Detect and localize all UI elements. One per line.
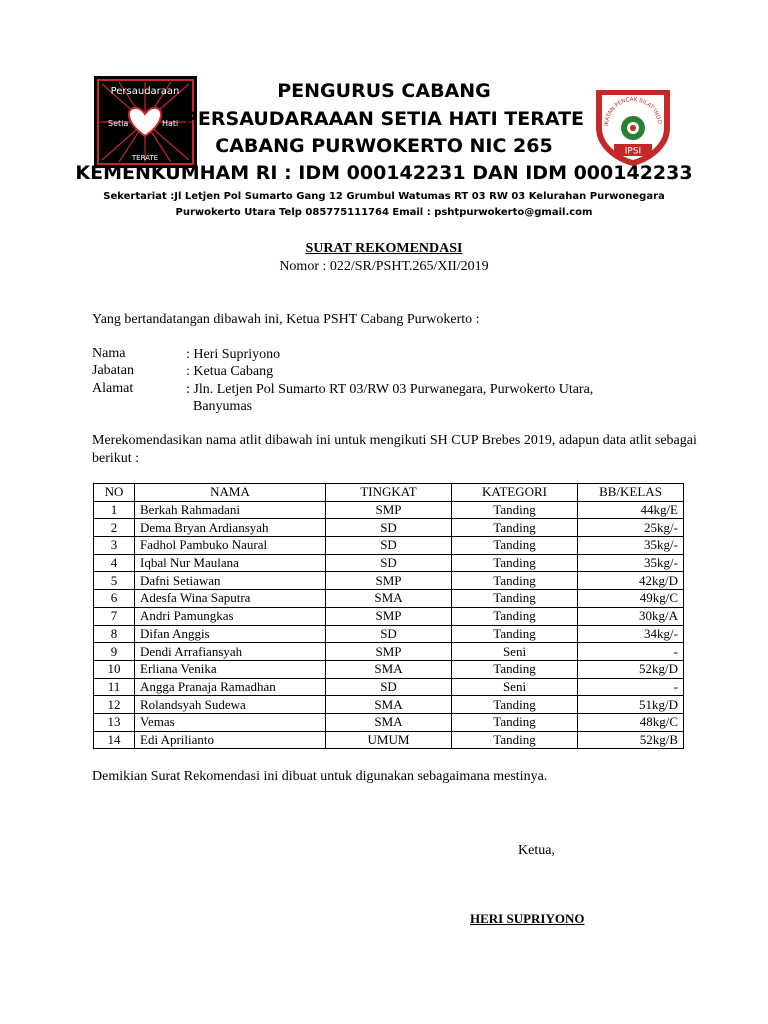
cell-nama: Angga Pranaja Ramadhan bbox=[135, 678, 326, 696]
cell-bb-kelas: - bbox=[578, 643, 684, 661]
cell-kategori: Tanding bbox=[452, 607, 578, 625]
cell-kategori: Tanding bbox=[452, 519, 578, 537]
letterhead-address-2: Purwokerto Utara Telp 085775111764 Email : pshtpurwokerto@gmail.com bbox=[175, 207, 593, 218]
cell-tingkat: UMUM bbox=[326, 731, 452, 749]
cell-nama: Andri Pamungkas bbox=[135, 607, 326, 625]
cell-kategori: Seni bbox=[452, 678, 578, 696]
field-label-jabatan: Jabatan bbox=[92, 363, 134, 378]
cell-tingkat: SMA bbox=[326, 696, 452, 714]
cell-nama: Adesfa Wina Saputra bbox=[135, 590, 326, 608]
cell-nama: Rolandsyah Sudewa bbox=[135, 696, 326, 714]
cell-bb-kelas: 34kg/- bbox=[578, 625, 684, 643]
col-header-nama: NAMA bbox=[135, 484, 326, 502]
svg-text:IPSI: IPSI bbox=[624, 146, 642, 157]
intro-paragraph: Yang bertandatangan dibawah ini, Ketua PSHT Cabang Purwokerto : bbox=[92, 312, 480, 327]
cell-bb-kelas: 30kg/A bbox=[578, 607, 684, 625]
cell-no: 6 bbox=[94, 590, 135, 608]
cell-nama: Dema Bryan Ardiansyah bbox=[135, 519, 326, 537]
field-value-nama: : Heri Supriyono bbox=[186, 347, 281, 362]
cell-no: 1 bbox=[94, 501, 135, 519]
closing-paragraph: Demikian Surat Rekomendasi ini dibuat untuk digunakan sebagaimana mestinya. bbox=[92, 769, 548, 784]
cell-tingkat: SD bbox=[326, 678, 452, 696]
svg-text:TERATE: TERATE bbox=[131, 154, 159, 162]
cell-no: 10 bbox=[94, 660, 135, 678]
col-header-tingkat: TINGKAT bbox=[326, 484, 452, 502]
letterhead-line-3: CABANG PURWOKERTO NIC 265 bbox=[215, 135, 553, 157]
cell-no: 7 bbox=[94, 607, 135, 625]
cell-bb-kelas: 42kg/D bbox=[578, 572, 684, 590]
letterhead-line-2: PERSAUDARAAAN SETIA HATI TERATE bbox=[183, 108, 585, 130]
cell-no: 13 bbox=[94, 713, 135, 731]
cell-no: 8 bbox=[94, 625, 135, 643]
letterhead-address-1: Sekertariat :Jl Letjen Pol Sumarto Gang 12 Grumbul Watumas RT 03 RW 03 Kelurahan Purwonegara bbox=[103, 191, 665, 202]
cell-no: 3 bbox=[94, 537, 135, 555]
cell-kategori: Tanding bbox=[452, 572, 578, 590]
field-value-alamat: : Jln. Letjen Pol Sumarto RT 03/RW 03 Purwanegara, Purwokerto Utara, bbox=[186, 382, 594, 397]
cell-kategori: Seni bbox=[452, 643, 578, 661]
table-row bbox=[94, 643, 684, 661]
table-row bbox=[94, 572, 684, 590]
cell-bb-kelas: 35kg/- bbox=[578, 537, 684, 555]
cell-no: 9 bbox=[94, 643, 135, 661]
field-value-jabatan: : Ketua Cabang bbox=[186, 364, 274, 379]
cell-kategori: Tanding bbox=[452, 590, 578, 608]
cell-kategori: Tanding bbox=[452, 660, 578, 678]
cell-bb-kelas: 51kg/D bbox=[578, 696, 684, 714]
cell-tingkat: SD bbox=[326, 554, 452, 572]
cell-nama: Difan Anggis bbox=[135, 625, 326, 643]
table-row bbox=[94, 607, 684, 625]
svg-text:IKATAN PENCAK SILAT INDONESIA: IKATAN PENCAK SILAT INDO bbox=[603, 96, 662, 127]
table-row bbox=[94, 696, 684, 714]
col-header-kategori: KATEGORI bbox=[452, 484, 578, 502]
cell-bb-kelas: 25kg/- bbox=[578, 519, 684, 537]
cell-kategori: Tanding bbox=[452, 625, 578, 643]
cell-no: 5 bbox=[94, 572, 135, 590]
letter-title: SURAT REKOMENDASI bbox=[305, 241, 463, 256]
body-paragraph: Merekomendasikan nama atlit dibawah ini untuk mengikuti SH CUP Brebes 2019, adapun data atlit sebagai berikut : bbox=[92, 433, 697, 466]
cell-no: 4 bbox=[94, 554, 135, 572]
cell-kategori: Tanding bbox=[452, 501, 578, 519]
cell-bb-kelas: 48kg/C bbox=[578, 713, 684, 731]
cell-no: 14 bbox=[94, 731, 135, 749]
table-row bbox=[94, 731, 684, 749]
cell-kategori: Tanding bbox=[452, 731, 578, 749]
table-row bbox=[94, 519, 684, 537]
cell-nama: Erliana Venika bbox=[135, 660, 326, 678]
table-row bbox=[94, 713, 684, 731]
col-header-no: NO bbox=[94, 484, 135, 502]
field-label-nama: Nama bbox=[92, 346, 126, 361]
cell-tingkat: SMP bbox=[326, 607, 452, 625]
field-value-alamat-line-2: Banyumas bbox=[193, 399, 253, 414]
cell-tingkat: SMA bbox=[326, 590, 452, 608]
table-row bbox=[94, 678, 684, 696]
athlete-table bbox=[93, 483, 684, 749]
svg-text:Setia: Setia bbox=[108, 119, 129, 128]
cell-kategori: Tanding bbox=[452, 537, 578, 555]
cell-nama: Fadhol Pambuko Naural bbox=[135, 537, 326, 555]
cell-tingkat: SMA bbox=[326, 660, 452, 678]
cell-bb-kelas: - bbox=[578, 678, 684, 696]
cell-bb-kelas: 44kg/E bbox=[578, 501, 684, 519]
cell-kategori: Tanding bbox=[452, 554, 578, 572]
cell-bb-kelas: 49kg/C bbox=[578, 590, 684, 608]
cell-bb-kelas: 52kg/D bbox=[578, 660, 684, 678]
letterhead-line-1: PENGURUS CABANG bbox=[277, 80, 491, 102]
athlete-rows bbox=[94, 501, 684, 749]
table-row bbox=[94, 501, 684, 519]
cell-no: 11 bbox=[94, 678, 135, 696]
cell-tingkat: SD bbox=[326, 519, 452, 537]
cell-nama: Dafni Setiawan bbox=[135, 572, 326, 590]
cell-tingkat: SMP bbox=[326, 501, 452, 519]
field-label-alamat: Alamat bbox=[92, 381, 134, 396]
cell-no: 12 bbox=[94, 696, 135, 714]
cell-nama: Edi Aprilianto bbox=[135, 731, 326, 749]
cell-nama: Berkah Rahmadani bbox=[135, 501, 326, 519]
table-header-row bbox=[94, 484, 684, 502]
cell-nama: Iqbal Nur Maulana bbox=[135, 554, 326, 572]
cell-tingkat: SD bbox=[326, 537, 452, 555]
svg-text:Hati: Hati bbox=[162, 119, 179, 128]
cell-tingkat: SD bbox=[326, 625, 452, 643]
cell-no: 2 bbox=[94, 519, 135, 537]
table-row bbox=[94, 554, 684, 572]
letterhead-line-4: KEMENKUMHAM RI : IDM 000142231 DAN IDM 000142233 bbox=[75, 162, 693, 184]
cell-tingkat: SMA bbox=[326, 713, 452, 731]
signature-name: HERI SUPRIYONO bbox=[470, 911, 585, 926]
table-row bbox=[94, 590, 684, 608]
signature-role: Ketua, bbox=[518, 843, 555, 858]
cell-tingkat: SMP bbox=[326, 572, 452, 590]
cell-kategori: Tanding bbox=[452, 696, 578, 714]
cell-kategori: Tanding bbox=[452, 713, 578, 731]
cell-bb-kelas: 35kg/- bbox=[578, 554, 684, 572]
letter-number: Nomor : 022/SR/PSHT.265/XII/2019 bbox=[279, 259, 489, 274]
table-row bbox=[94, 660, 684, 678]
cell-nama: Dendi Arrafiansyah bbox=[135, 643, 326, 661]
col-header-bb-kelas: BB/KELAS bbox=[578, 484, 684, 502]
table-row bbox=[94, 537, 684, 555]
cell-tingkat: SMP bbox=[326, 643, 452, 661]
table-row bbox=[94, 625, 684, 643]
cell-nama: Vemas bbox=[135, 713, 326, 731]
cell-bb-kelas: 52kg/B bbox=[578, 731, 684, 749]
svg-text:Persaudaraan: Persaudaraan bbox=[110, 86, 180, 97]
